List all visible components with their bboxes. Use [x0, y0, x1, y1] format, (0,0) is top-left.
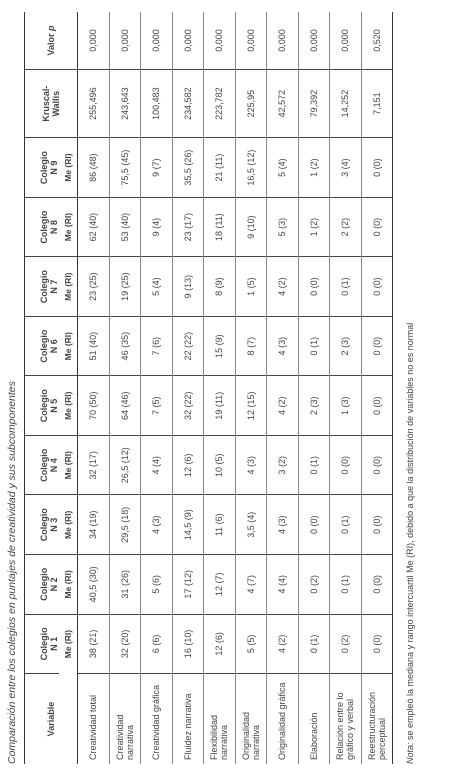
- note-text: se empleó la mediana y rango intercuartil Me (RI), debido a que la distribución de variables no es normal: [405, 322, 415, 743]
- cell-colegio-8: 5 (3): [267, 197, 299, 257]
- cell-colegio-9: 1 (2): [298, 138, 330, 198]
- cell-colegio-9: 9 (7): [141, 138, 173, 198]
- row-variable: Originalidad gráfica: [267, 674, 299, 764]
- cell-colegio-9: 21 (11): [204, 138, 236, 198]
- cell-colegio-3: 0 (1): [330, 495, 362, 555]
- header-colegio-4: Colegio N 4: [25, 435, 60, 495]
- cell-kruskal: 14,252: [330, 69, 362, 137]
- results-table: [24, 12, 393, 764]
- header-colegio-1: Colegio N 1: [25, 614, 60, 674]
- cell-colegio-3: 3,5 (4): [235, 495, 267, 555]
- cell-colegio-4: 32 (17): [78, 435, 110, 495]
- cell-colegio-6: 22 (22): [172, 316, 204, 376]
- cell-kruskal: 234,582: [172, 69, 204, 137]
- table-row: [78, 12, 110, 764]
- header-sub-1: Me (RI): [59, 614, 78, 674]
- cell-colegio-4: 12 (6): [172, 435, 204, 495]
- cell-colegio-5: 1 (3): [330, 376, 362, 436]
- cell-colegio-6: 7 (6): [141, 316, 173, 376]
- cell-colegio-6: 0 (1): [298, 316, 330, 376]
- table-row: [141, 12, 173, 764]
- row-variable: Relación entre lo gráfico y verbal: [330, 674, 362, 764]
- table-row: [330, 12, 362, 764]
- cell-colegio-1: 0 (1): [298, 614, 330, 674]
- header-colegio-2: Colegio N 2: [25, 555, 60, 615]
- cell-colegio-2: 4 (7): [235, 555, 267, 615]
- cell-colegio-5: 4 (2): [267, 376, 299, 436]
- cell-colegio-4: 0 (1): [298, 435, 330, 495]
- cell-colegio-1: 5 (5): [235, 614, 267, 674]
- cell-pvalue: 0,000: [172, 12, 204, 69]
- cell-colegio-9: 5 (4): [267, 138, 299, 198]
- table-caption: Comparación entre los colegios en puntajes de creatividad y sus subcomponentes: [6, 381, 18, 764]
- cell-pvalue: 0,520: [361, 12, 393, 69]
- cell-colegio-7: 19 (25): [109, 257, 141, 317]
- cell-colegio-5: 32 (22): [172, 376, 204, 436]
- cell-colegio-7: 9 (13): [172, 257, 204, 317]
- cell-colegio-7: 0 (1): [330, 257, 362, 317]
- cell-colegio-6: 0 (0): [361, 316, 393, 376]
- table-row: [267, 12, 299, 764]
- header-sub-3: Me (RI): [59, 495, 78, 555]
- header-sub-7: Me (RI): [59, 257, 78, 317]
- cell-colegio-3: 0 (0): [361, 495, 393, 555]
- table-row: [235, 12, 267, 764]
- table-row: [109, 12, 141, 764]
- cell-colegio-4: 10 (5): [204, 435, 236, 495]
- cell-colegio-8: 62 (40): [78, 197, 110, 257]
- cell-colegio-8: 2 (2): [330, 197, 362, 257]
- row-variable: Originalidad narrativa: [235, 674, 267, 764]
- cell-colegio-6: 8 (7): [235, 316, 267, 376]
- cell-colegio-8: 18 (11): [204, 197, 236, 257]
- header-sub-5: Me (RI): [59, 376, 78, 436]
- cell-pvalue: 0,000: [78, 12, 110, 69]
- cell-colegio-1: 6 (6): [141, 614, 173, 674]
- cell-colegio-3: 4 (3): [141, 495, 173, 555]
- header-sub-2: Me (RI): [59, 555, 78, 615]
- cell-kruskal: 225,95: [235, 69, 267, 137]
- cell-colegio-4: 26,5 (12): [109, 435, 141, 495]
- cell-colegio-1: 32 (20): [109, 614, 141, 674]
- cell-colegio-7: 5 (4): [141, 257, 173, 317]
- table-row: [172, 12, 204, 764]
- cell-colegio-2: 17 (12): [172, 555, 204, 615]
- cell-pvalue: 0,000: [298, 12, 330, 69]
- cell-colegio-3: 0 (0): [298, 495, 330, 555]
- cell-colegio-3: 34 (19): [78, 495, 110, 555]
- row-variable: Creatividad narrativa: [109, 674, 141, 764]
- row-variable: Elaboración: [298, 674, 330, 764]
- cell-colegio-8: 53 (40): [109, 197, 141, 257]
- cell-colegio-5: 0 (0): [361, 376, 393, 436]
- cell-colegio-9: 75,5 (45): [109, 138, 141, 198]
- cell-colegio-6: 51 (40): [78, 316, 110, 376]
- header-colegio-9: Colegio N 9: [25, 138, 60, 198]
- cell-kruskal: 100,483: [141, 69, 173, 137]
- cell-colegio-6: 46 (35): [109, 316, 141, 376]
- header-colegio-3: Colegio N 3: [25, 495, 60, 555]
- row-variable: Creatividad total: [78, 674, 110, 764]
- cell-colegio-4: 4 (3): [235, 435, 267, 495]
- table-body: [78, 12, 393, 764]
- cell-colegio-1: 38 (21): [78, 614, 110, 674]
- cell-colegio-5: 70 (50): [78, 376, 110, 436]
- cell-colegio-2: 0 (2): [298, 555, 330, 615]
- header-sub-8: Me (RI): [59, 197, 78, 257]
- cell-colegio-4: 3 (2): [267, 435, 299, 495]
- header-colegio-5: Colegio N 5: [25, 376, 60, 436]
- cell-colegio-5: 19 (11): [204, 376, 236, 436]
- header-sub-4: Me (RI): [59, 435, 78, 495]
- cell-colegio-8: 23 (17): [172, 197, 204, 257]
- cell-kruskal: 243,643: [109, 69, 141, 137]
- cell-colegio-5: 12 (15): [235, 376, 267, 436]
- cell-colegio-9: 3 (4): [330, 138, 362, 198]
- table-row: [361, 12, 393, 764]
- cell-colegio-4: 0 (0): [361, 435, 393, 495]
- cell-colegio-3: 14,5 (9): [172, 495, 204, 555]
- cell-colegio-2: 12 (7): [204, 555, 236, 615]
- cell-colegio-8: 9 (10): [235, 197, 267, 257]
- cell-kruskal: 7,151: [361, 69, 393, 137]
- cell-colegio-4: 0 (0): [330, 435, 362, 495]
- table-header: [25, 12, 78, 764]
- header-colegio-6: Colegio N 6: [25, 316, 60, 376]
- header-sub-6: Me (RI): [59, 316, 78, 376]
- cell-colegio-9: 0 (0): [361, 138, 393, 198]
- cell-colegio-4: 4 (4): [141, 435, 173, 495]
- cell-colegio-1: 12 (6): [204, 614, 236, 674]
- cell-colegio-7: 23 (25): [78, 257, 110, 317]
- cell-colegio-2: 0 (1): [330, 555, 362, 615]
- cell-colegio-1: 4 (2): [267, 614, 299, 674]
- cell-pvalue: 0,000: [267, 12, 299, 69]
- cell-colegio-6: 2 (3): [330, 316, 362, 376]
- cell-colegio-8: 9 (4): [141, 197, 173, 257]
- row-variable: Reestructuración perceptual: [361, 674, 393, 764]
- row-variable: Flexibilidad narrativa: [204, 674, 236, 764]
- cell-pvalue: 0,000: [109, 12, 141, 69]
- note-label: Nota:: [405, 742, 415, 764]
- cell-colegio-7: 0 (0): [298, 257, 330, 317]
- cell-colegio-3: 4 (3): [267, 495, 299, 555]
- cell-colegio-3: 29,5 (18): [109, 495, 141, 555]
- cell-pvalue: 0,000: [141, 12, 173, 69]
- cell-colegio-7: 1 (5): [235, 257, 267, 317]
- cell-kruskal: 255,496: [78, 69, 110, 137]
- header-kruskal: Kruscal- Wallis: [25, 69, 78, 137]
- cell-colegio-5: 2 (3): [298, 376, 330, 436]
- cell-colegio-9: 35,5 (26): [172, 138, 204, 198]
- cell-colegio-1: 0 (0): [361, 614, 393, 674]
- header-variable: Variable: [25, 674, 78, 764]
- cell-colegio-1: 16 (10): [172, 614, 204, 674]
- row-variable: Creatividad gráfica: [141, 674, 173, 764]
- table-row: [204, 12, 236, 764]
- cell-colegio-6: 15 (9): [204, 316, 236, 376]
- cell-colegio-3: 11 (6): [204, 495, 236, 555]
- cell-kruskal: 223,782: [204, 69, 236, 137]
- cell-kruskal: 79,392: [298, 69, 330, 137]
- cell-colegio-8: 1 (2): [298, 197, 330, 257]
- cell-colegio-5: 7 (5): [141, 376, 173, 436]
- cell-colegio-6: 4 (3): [267, 316, 299, 376]
- cell-colegio-5: 64 (46): [109, 376, 141, 436]
- cell-pvalue: 0,000: [204, 12, 236, 69]
- header-colegio-8: Colegio N 8: [25, 197, 60, 257]
- cell-kruskal: 42,572: [267, 69, 299, 137]
- header-colegio-7: Colegio N 7: [25, 257, 60, 317]
- cell-colegio-2: 0 (0): [361, 555, 393, 615]
- cell-colegio-2: 4 (4): [267, 555, 299, 615]
- cell-colegio-9: 86 (48): [78, 138, 110, 198]
- cell-colegio-7: 8 (9): [204, 257, 236, 317]
- cell-colegio-2: 31 (26): [109, 555, 141, 615]
- cell-pvalue: 0,000: [235, 12, 267, 69]
- cell-colegio-8: 0 (0): [361, 197, 393, 257]
- header-pvalue: Valor p: [25, 12, 78, 69]
- row-variable: Fluidez narrativa: [172, 674, 204, 764]
- cell-colegio-7: 4 (2): [267, 257, 299, 317]
- table-note: [400, 4, 420, 764]
- cell-pvalue: 0,000: [330, 12, 362, 69]
- cell-colegio-7: 0 (0): [361, 257, 393, 317]
- table-row: [298, 12, 330, 764]
- cell-colegio-9: 16,5 (12): [235, 138, 267, 198]
- cell-colegio-2: 5 (6): [141, 555, 173, 615]
- cell-colegio-1: 0 (2): [330, 614, 362, 674]
- header-sub-9: Me (RI): [59, 138, 78, 198]
- cell-colegio-2: 40,5 (30): [78, 555, 110, 615]
